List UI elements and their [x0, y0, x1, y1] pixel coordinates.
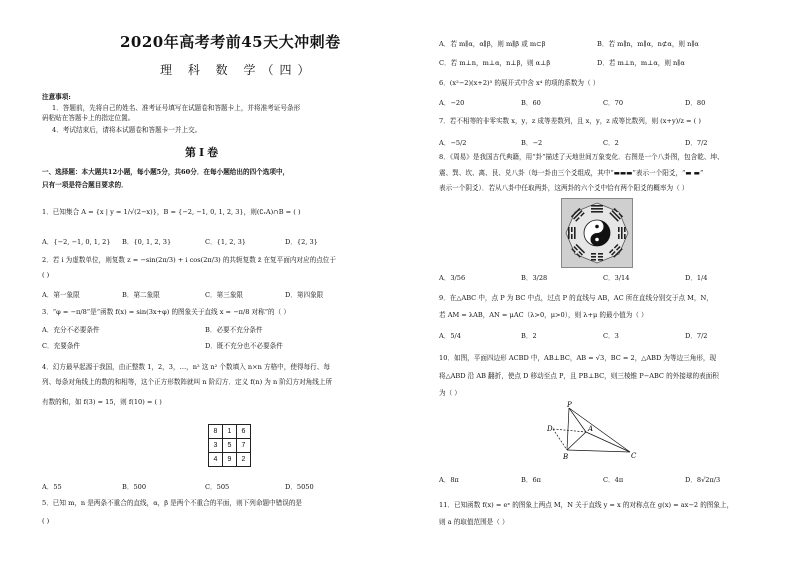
section-title: 第Ⅰ卷 — [185, 146, 222, 159]
trigram-bar — [568, 227, 570, 239]
q2-option-c: C．第三象限 — [205, 291, 244, 299]
q7-option-a: A．−5/2 — [439, 139, 467, 147]
trigram-bar — [618, 234, 620, 239]
trigram-bar — [591, 253, 596, 255]
section-instruction-1: 一、选择题：本大题共12小题，每小题5分，共60分．在每小题给出的四个选项中， — [42, 168, 290, 176]
label-c: C — [631, 452, 637, 460]
trigram-bar — [598, 256, 603, 258]
label-d: D — [547, 425, 553, 433]
question-2: 2．若 i 为虚数单位，则复数 z = −sin(2π/3) + i cos(2π/3) 的共轭复数 z̄ 在复平面内对应的点位于 — [42, 256, 336, 264]
q8-option-b: B．3/28 — [521, 274, 548, 282]
q10-option-c: C．4π — [603, 476, 624, 484]
q10-option-b: B．6π — [521, 476, 541, 484]
question-9-line-2: 若 AM = λAB，AN = μAC（λ>0，μ>0），则 λ+μ 的最小值为（ ） — [439, 311, 648, 319]
question-3: 3．“φ = −π/8”是“函数 f(x) = sin(3x+φ) 的图象关于直线 x = −π/8 对称”的（ ） — [42, 308, 290, 316]
question-11-line-2: 则 a 的取值范围是（ ） — [439, 518, 509, 526]
q5-option-c: C．若 m⊥n，m⊥α，n⊥β，则 α⊥β — [439, 59, 551, 67]
q9-option-c: C．3 — [603, 332, 619, 340]
magic-cell: 6 — [237, 425, 251, 439]
magic-cell: 3 — [209, 439, 223, 453]
trigram-bar — [591, 259, 596, 261]
q3-option-a: A．充分不必要条件 — [42, 326, 100, 334]
q4-option-c: C．505 — [205, 483, 230, 491]
trigram-bar — [591, 208, 603, 210]
question-4-line-2: 列、每条对角线上的数的和相等，这个正方形数阵就叫 n 阶幻方．定义 f(n) 为 n 阶幻方对角线上所 — [42, 378, 333, 386]
q9-option-d: D．7/2 — [685, 332, 708, 340]
question-8-line-1: 8．《周易》是我国古代典籍，用“卦”描述了天地世间万象变化．右图是一个八卦图，包含乾、坤、 — [439, 153, 724, 161]
notice-item-1a: 1．答题前，先将自己的姓名、准考证号填写在试题卷和答题卡上，并将准考证号条形 — [52, 104, 301, 112]
q5-option-a: A．若 m∥α，α∥β，则 m∥β 或 m⊂β — [439, 40, 546, 48]
question-4-line-1: 4．幻方最早起源于我国，由正整数 1，2，3，…，n² 这 n² 个数填入 n×n 方格中，使得每行、每 — [42, 363, 330, 371]
question-5-paren: ( ) — [42, 517, 50, 525]
edge-db — [553, 429, 567, 450]
trigram-bar — [624, 227, 626, 232]
section-instruction-2: 只有一项是符合题目要求的． — [42, 181, 128, 189]
trigram-bar — [598, 259, 603, 261]
magic-square — [208, 424, 251, 467]
q2-option-a: A．第一象限 — [42, 291, 80, 299]
question-9-line-1: 9．在△ABC 中，点 P 为 BC 中点，过点 P 的直线与 AB，AC 所在直线分别交于点 M，N， — [439, 294, 713, 302]
question-10-line-3: 为（ ） — [439, 389, 461, 397]
trigram-bar — [571, 234, 573, 239]
q4-option-a: A．55 — [42, 483, 62, 491]
q7-option-b: B．−2 — [521, 139, 543, 147]
notice-label: 注意事项: — [42, 93, 71, 101]
edge-bc — [567, 450, 630, 452]
q10-option-d: D．8√2π/3 — [685, 476, 721, 484]
q6-option-c: C．70 — [603, 99, 624, 107]
question-11-line-1: 11．已知函数 f(x) = eˣ 的图象上两点 M，N 关于直线 y = x 的对称点在 g(x) = ax−2 的图象上， — [439, 501, 734, 509]
trigram-bar — [598, 253, 603, 255]
bagua-diagram — [561, 198, 633, 268]
q3-option-b: B．必要不充分条件 — [205, 326, 263, 334]
taiji-dot-dark — [595, 225, 599, 229]
edge-ac — [586, 432, 630, 452]
q2-option-d: D．第四象限 — [285, 291, 324, 299]
q5-option-d: D．若 m⊥n，m⊥α，则 n∥α — [597, 59, 685, 67]
q7-option-d: D．7/2 — [685, 139, 708, 147]
exam-subtitle: 理 科 数 学（四） — [160, 63, 316, 77]
trigram-bar — [618, 227, 620, 232]
question-8-line-3: 表示一个阴爻）．若从八卦中任取两卦，这两卦的六个爻中恰有两个阳爻的概率为（ ） — [439, 184, 689, 192]
question-8-line-2: 震、巽、坎、离、艮、兑八卦（每一卦由三个爻组成，其中“▬▬▬”表示一个阳爻，“▬ ▬” — [439, 169, 704, 177]
q1-option-a: A．{−2, −1, 0, 1, 2} — [42, 238, 111, 246]
label-a: A — [588, 425, 594, 433]
label-b: B — [563, 453, 569, 461]
q4-option-d: D．5050 — [285, 483, 314, 491]
question-4-line-3: 有数的和，如 f(3) = 15，则 f(10) = ( ) — [42, 398, 162, 406]
magic-cell: 1 — [223, 425, 237, 439]
q6-option-a: A．−20 — [439, 99, 465, 107]
q3-option-c: C．充要条件 — [42, 342, 81, 350]
notice-item-4: 4．考试结束后，请将本试题卷和答题卡一并上交。 — [52, 126, 202, 134]
trigram-bar — [571, 227, 573, 232]
q4-option-b: B．500 — [122, 483, 147, 491]
q3-option-d: D．既不充分也不必要条件 — [205, 342, 283, 350]
q9-option-a: A．5/4 — [439, 332, 461, 340]
question-5: 5．已知 m，n 是两条不重合的直线，α，β 是两个不重合的平面，则下列命题中错误的是 — [42, 499, 303, 507]
q7-option-c: C．2 — [603, 139, 619, 147]
edge-pb — [567, 408, 569, 450]
magic-cell: 4 — [209, 453, 223, 467]
magic-cell: 8 — [209, 425, 223, 439]
trigram-bar — [591, 211, 603, 213]
trigram-bar — [591, 205, 603, 207]
question-7: 7．若不相等的非零实数 x，y，z 成等差数列，且 x，y，z 成等比数列，则 (x+y)/z = ( ) — [439, 117, 701, 125]
q5-option-b: B．若 m∥n，m∥α，n⊄α，则 n∥α — [597, 40, 699, 48]
edge-da — [553, 429, 586, 432]
right-column — [397, 0, 794, 562]
notice-item-1b: 码粘贴在答题卡上的指定位置。 — [42, 114, 135, 122]
magic-cell: 2 — [237, 453, 251, 467]
q6-option-b: B．60 — [521, 99, 541, 107]
q1-option-d: D．{2, 3} — [285, 238, 318, 246]
magic-cell: 5 — [223, 439, 237, 453]
question-10-line-2: 将△ABD 沿 AB 翻折，使点 D 移动至点 P，且 PB⊥BC，则三棱锥 P−ABC 的外接球的表面积 — [439, 372, 719, 380]
q6-option-d: D．80 — [685, 99, 706, 107]
q8-option-c: C．3/14 — [603, 274, 630, 282]
q10-option-a: A．8π — [439, 476, 459, 484]
question-2-paren: ( ) — [42, 271, 50, 279]
exam-title: 2020年高考考前45天大冲刺卷 — [120, 33, 341, 51]
trigram-bar — [591, 256, 596, 258]
trigram-bar — [621, 227, 623, 239]
bagua-svg — [562, 199, 632, 267]
magic-cell: 9 — [223, 453, 237, 467]
edge-pc — [569, 408, 630, 452]
trigram-bar — [574, 227, 576, 239]
q1-option-b: B．{0, 1, 2, 3} — [122, 238, 172, 246]
q2-option-b: B．第二象限 — [122, 291, 160, 299]
label-p: P — [567, 401, 572, 409]
question-1: 1．已知集合 A = {x | y = 1/√(2−x)}，B = {−2, −1, 0, 1, 2, 3}，则(∁ᵣA)∩B = ( ) — [42, 208, 301, 216]
taiji-dot-light — [595, 238, 599, 242]
q9-option-b: B．2 — [521, 332, 537, 340]
trigram-bar — [624, 234, 626, 239]
question-10-line-1: 10．如图，平面四边形 ACBD 中，AB⊥BC，AB = √3，BC = 2，△ABD 为等边三角形，现 — [439, 354, 717, 362]
edge-ab — [567, 432, 586, 450]
pyramid-figure — [547, 400, 647, 462]
q1-option-c: C．{1, 2, 3} — [205, 238, 246, 246]
q8-option-a: A．3/56 — [439, 274, 466, 282]
edge-pa — [569, 408, 586, 432]
q8-option-d: D．1/4 — [685, 274, 708, 282]
question-6: 6．(x²−2)(x+2)⁵ 的展开式中含 x⁴ 的项的系数为（ ） — [439, 79, 600, 87]
magic-cell: 7 — [237, 439, 251, 453]
